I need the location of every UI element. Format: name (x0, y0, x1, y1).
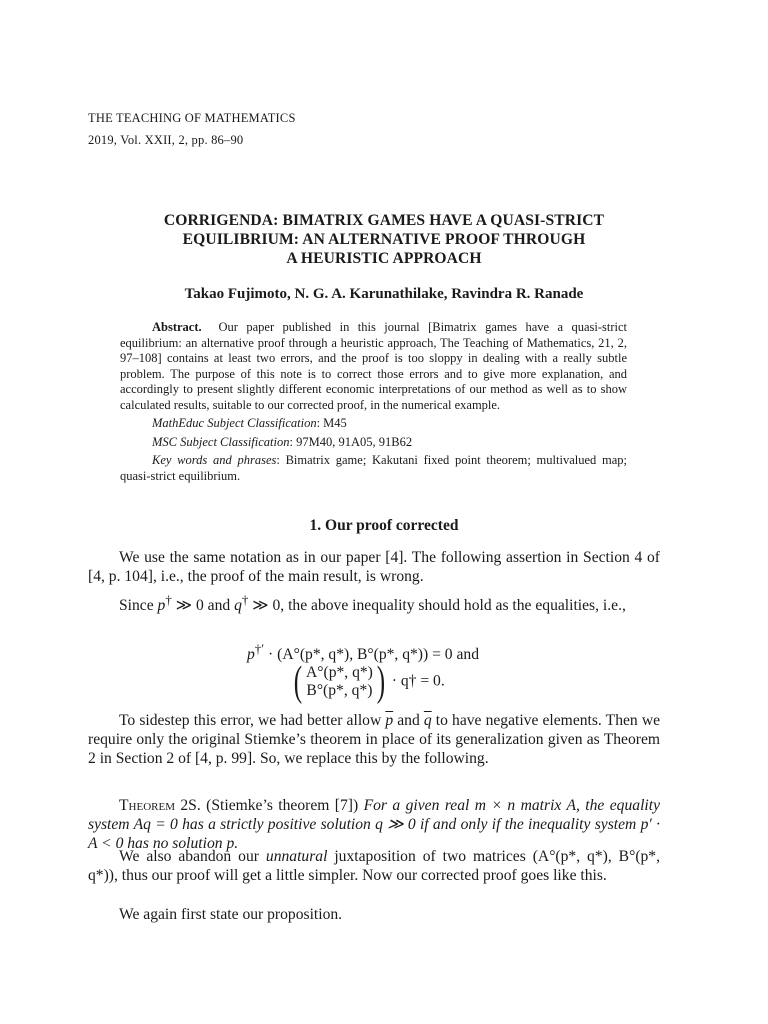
paragraph-5-text: We again first state our proposition. (119, 906, 343, 923)
msc-label: MSC Subject Classification (152, 434, 290, 449)
title-line-2: EQUILIBRIUM: AN ALTERNATIVE PROOF THROUGH (182, 231, 586, 248)
journal-name: THE TEACHING OF MATHEMATICS (88, 111, 296, 125)
paragraph-4 (88, 847, 660, 885)
eq1-tail: · (A°(p*, q*), B°(p*, q*)) = 0 and (268, 646, 479, 664)
paragraph-1 (88, 548, 660, 586)
p4-b: juxtaposition of two matrices (A°(p*, q*), B°(p*, q*)), thus our proof will get a little simpler. Now our corrected proof goes like this. (88, 848, 660, 884)
p2-b: ≫ 0 and (171, 597, 235, 615)
p2-a: Since (119, 597, 158, 615)
eq2-top: A°(p*, q*) (306, 664, 373, 681)
theorem-text: For a given real m × n matrix A, the equality system Aq = 0 has a strictly positive solution q ≫ 0 if and only if the inequality system p′ · A < 0 has no solution p. (88, 797, 660, 852)
abstract-text: Our paper published in this journal [Bimatrix games have a quasi-strict equilibrium: an alternative proof through a heuristic approach, The Teaching of Mathematics, 21, 2, 97–108] contains at least two errors, and the proof is too sloppy in dealing with a really subtle problem. The purpose of this note is to correct those errors and to give more explanation, and accordingly to present slightly different economic interpretations of our method as well as to show calculated results, suitable to our corrected proof, in the numerical example. (120, 320, 628, 412)
p3-a: To sidestep this error, we had better allow (119, 712, 386, 729)
p4-a: We also abandon our (119, 848, 266, 865)
section-heading: 1. Our proof corrected (309, 517, 459, 534)
paragraph-2: Since p† ≫ 0 and q† ≫ 0, the above inequality should hold as the equalities, i.e., (119, 592, 626, 615)
title-line-3: A HEURISTIC APPROACH (286, 250, 482, 267)
left-paren: ( (293, 659, 303, 705)
paper-title (80, 211, 688, 268)
abstract-block (120, 320, 627, 484)
paragraph-5 (88, 905, 660, 924)
theorem-2s (88, 796, 660, 853)
keywords-value: : Bimatrix game; Kakutani fixed point theorem; multivalued map; quasi-strict equilibrium. (120, 453, 627, 483)
p4-em: unnatural (265, 848, 328, 865)
keywords-label: Key words and phrases (152, 453, 277, 467)
theorem-label: Theorem 2S. (119, 797, 201, 814)
title-line-1: CORRIGENDA: BIMATRIX GAMES HAVE A QUASI-STRICT (163, 212, 605, 229)
p2-c: ≫ 0, the above inequality should hold as the equalities, i.e., (248, 597, 626, 615)
abstract-label: Abstract. (152, 320, 202, 334)
eq2-tail: · q† = 0. (391, 672, 445, 690)
msc-value: : 97M40, 91A05, 91B62 (289, 434, 413, 449)
eq2-bottom: B°(p*, q*) (306, 682, 373, 699)
matheduc-label: MathEduc Subject Classification (152, 416, 317, 430)
right-paren: ) (376, 659, 386, 705)
paragraph-1-text: We use the same notation as in our paper [4]. The following assertion in Section 4 of [4, p. 104], i.e., the proof of the main result, is wrong. (88, 549, 660, 585)
p3-c: to have negative elements. Then we require only the original Stiemke’s theorem in place of its generalization given as Theorem 2 in Section 2 of [4, p. 99]. So, we replace this by the following. (88, 712, 660, 767)
paragraph-3: To sidestep this error, we had better allow $\overline{p}$ and $\overline{q}$ to have negative elements. Then we require only the original Stiemke’s theorem in place of its generalization given as Theorem 2 in Section 2 of [4, p. 99]. So, we replace this by the following. (88, 712, 660, 767)
equation-2 (291, 659, 671, 705)
author-list: Takao Fujimoto, N. G. A. Karunathilake, Ravindra R. Ranade (184, 286, 584, 302)
matheduc-value: : M45 (316, 416, 347, 430)
theorem-cite: (Stiemke’s theorem [7]) (200, 797, 364, 814)
journal-issue: 2019, Vol. XXII, 2, pp. 86–90 (88, 133, 244, 147)
equation-1: p†′ · (A°(p*, q*), B°(p*, q*)) = 0 and (247, 641, 479, 664)
p3-b: and (393, 712, 424, 729)
